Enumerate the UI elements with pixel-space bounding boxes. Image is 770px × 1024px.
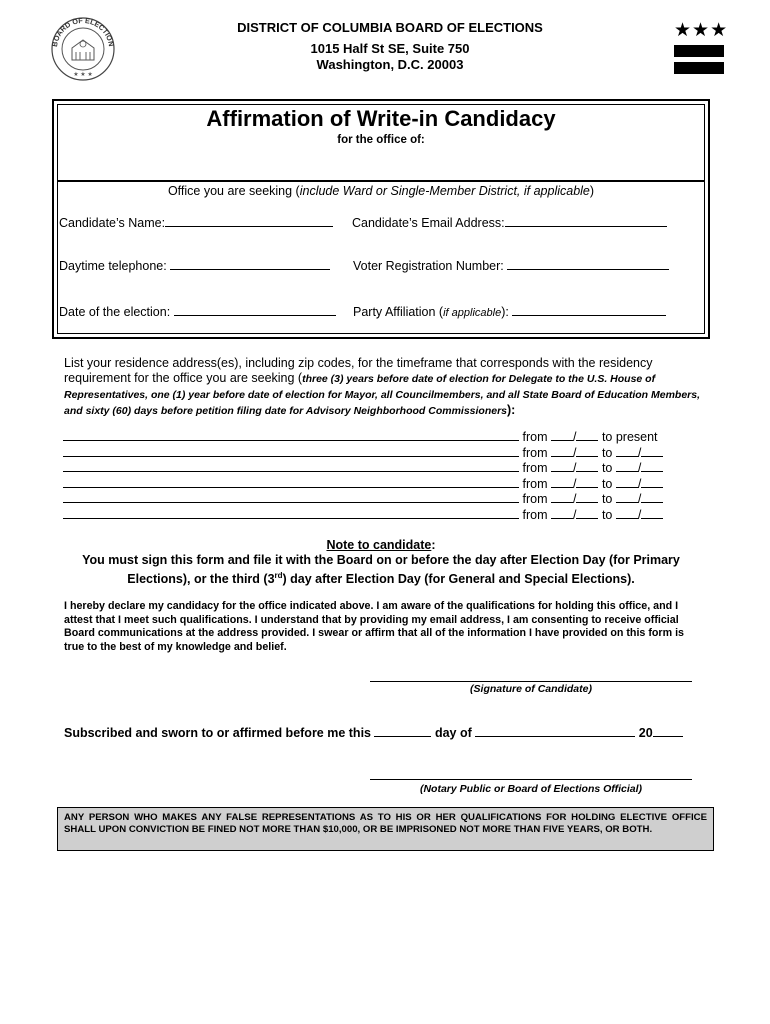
from-month-input[interactable] — [551, 460, 573, 472]
from-label: from — [522, 430, 548, 444]
note-body — [57, 553, 705, 587]
flag-bar-top — [674, 45, 724, 57]
residence-address-input[interactable] — [63, 491, 519, 503]
residence-address-row — [63, 460, 703, 476]
date-separator: / — [637, 476, 642, 491]
voter-registration-input[interactable] — [507, 257, 669, 270]
date-separator: / — [572, 430, 577, 444]
notary-signature-caption: (Notary Public or Board of Elections Official) — [419, 783, 643, 795]
to-year-input[interactable] — [641, 491, 663, 503]
form-subtitle: for the office of: — [337, 134, 425, 146]
to-label: to — [601, 492, 613, 507]
election-date-input[interactable] — [174, 303, 336, 316]
office-input-line[interactable] — [58, 180, 705, 182]
candidate-email-input[interactable] — [505, 214, 667, 227]
date-separator: / — [572, 476, 577, 491]
from-year-input[interactable] — [576, 460, 598, 472]
to-month-input[interactable] — [616, 491, 638, 503]
election-date-label: Date of the election: — [59, 305, 171, 319]
daytime-phone-input[interactable] — [170, 257, 330, 270]
false-representation-warning: ANY PERSON WHO MAKES ANY FALSE REPRESENTATIONS AS TO HIS OR HER QUALIFICATIONS FOR HOLDING ELECTIVE OFFICE SHALL UPON CONVICTION BE FINED NOT MORE THAN $10,000, OR BE IMPRISONED NOT MORE THAN FIVE YEARS, OR BOTH. — [57, 807, 714, 851]
to-label: to present — [601, 430, 658, 444]
candidate-email-field — [352, 214, 667, 230]
flag-bar-bottom — [674, 62, 724, 74]
to-label: to — [601, 461, 613, 476]
from-month-input[interactable] — [551, 476, 573, 488]
from-year-input[interactable] — [576, 429, 598, 441]
from-month-input[interactable] — [551, 491, 573, 503]
from-year-input[interactable] — [576, 476, 598, 488]
voter-registration-label: Voter Registration Number: — [353, 259, 504, 273]
party-affiliation-field — [353, 303, 666, 319]
from-year-input[interactable] — [576, 507, 598, 519]
date-separator: / — [637, 508, 642, 522]
candidate-name-label: Candidate’s Name: — [59, 216, 166, 230]
from-label: from — [522, 492, 548, 507]
candidate-name-input[interactable] — [165, 214, 333, 227]
daytime-phone-label: Daytime telephone: — [59, 259, 167, 273]
residence-address-row — [63, 476, 703, 492]
date-separator: / — [572, 508, 577, 522]
from-label: from — [522, 476, 548, 491]
address-line-1: 1015 Half St SE, Suite 750 — [310, 41, 470, 56]
sworn-statement: Subscribed and sworn to or affirmed before me this day of 20 — [64, 724, 683, 740]
from-month-input[interactable] — [551, 429, 573, 441]
date-separator: / — [637, 492, 642, 507]
to-month-input[interactable] — [616, 476, 638, 488]
date-separator: / — [637, 445, 642, 460]
board-of-elections-seal — [48, 12, 118, 82]
from-year-input[interactable] — [576, 445, 598, 457]
note-heading: Note to candidate: — [326, 538, 436, 552]
agency-name: DISTRICT OF COLUMBIA BOARD OF ELECTIONS — [237, 20, 543, 35]
party-affiliation-label: Party Affiliation (if applicable): — [353, 305, 509, 319]
residence-address-row — [63, 507, 703, 523]
address-line-2: Washington, D.C. 20003 — [316, 57, 464, 72]
sworn-year-input[interactable] — [653, 724, 683, 737]
svg-text:BOARD OF ELECTIONS — [48, 12, 116, 47]
candidacy-declaration: I hereby declare my candidacy for the office indicated above. I am aware of the qualifications for holding this office, and I attest that I meet such qualifications. I understand that by providing my email address, I am consenting to receive official Board communications at the address provided. I swear or affirm that all of the information I have provided on this form is true to the best of my knowledge and belief. — [64, 600, 684, 653]
residence-address-row — [63, 429, 703, 445]
date-separator: / — [572, 445, 577, 460]
residence-address-input[interactable] — [63, 460, 519, 472]
form-title: Affirmation of Write-in Candidacy — [206, 106, 556, 131]
daytime-phone-field — [59, 257, 330, 273]
party-affiliation-input[interactable] — [512, 303, 666, 316]
residence-address-row — [63, 491, 703, 507]
dc-flag-icon — [674, 20, 729, 74]
seal-text: BOARD OF ELECTION — [50, 15, 116, 48]
to-month-input[interactable] — [616, 507, 638, 519]
sworn-day-input[interactable] — [374, 724, 431, 737]
sworn-month-input[interactable] — [475, 724, 635, 737]
residence-address-input[interactable] — [63, 507, 519, 519]
from-label: from — [522, 508, 548, 522]
date-separator: / — [572, 492, 577, 507]
date-separator: / — [572, 461, 577, 476]
from-month-input[interactable] — [551, 445, 573, 457]
residency-instructions: List your residence address(es), including zip codes, for the timeframe that corresponds with the residency requirement for the office you are seeking (three (3) years before date of election for Delegate to the U.S. House of Representatives, one (1) year before date of election for Mayor, all Councilmembers, and all State Board of Education Members, and sixty (60) days before petition filing date for Advisory Neighborhood Commissioners): — [64, 356, 700, 417]
svg-text:★ ★ ★: ★ ★ ★ — [73, 72, 93, 78]
residence-address-input[interactable] — [63, 445, 519, 457]
note-line-1: You must sign this form and file it with the Board on or before the day after Election Day (for Primary — [82, 553, 680, 567]
to-year-input[interactable] — [641, 460, 663, 472]
flag-stars: ★★★ — [674, 20, 729, 41]
candidate-name-field — [59, 214, 333, 230]
from-label: from — [522, 445, 548, 460]
notary-signature-line[interactable] — [370, 779, 692, 780]
candidate-email-label: Candidate’s Email Address: — [352, 216, 505, 230]
voter-registration-field — [353, 257, 669, 273]
to-year-input[interactable] — [641, 445, 663, 457]
residence-address-input[interactable] — [63, 476, 519, 488]
to-year-input[interactable] — [641, 476, 663, 488]
to-label: to — [601, 445, 613, 460]
date-separator: / — [637, 461, 642, 476]
candidate-signature-caption: (Signature of Candidate) — [470, 683, 592, 695]
residence-address-row — [63, 445, 703, 461]
from-label: from — [522, 461, 548, 476]
residency-requirement: three (3) years before date of election for Delegate to the U.S. House of Representatives, one (1) year before date of election for Mayor, all Councilmembers, and all State Board of Education Members, and sixty (60) days before petition filing date for Advisory Neighborhood Commissioners — [64, 373, 700, 417]
residence-address-input[interactable] — [63, 429, 519, 441]
note-line-2: Elections), or the third (3rd) day after Election Day (for General and Special Elections). — [127, 571, 635, 587]
to-label: to — [601, 476, 613, 491]
from-year-input[interactable] — [576, 491, 598, 503]
to-month-input[interactable] — [616, 445, 638, 457]
to-label: to — [601, 508, 613, 522]
office-caption: Office you are seeking (include Ward or Single-Member District, if applicable) — [167, 184, 595, 198]
to-month-input[interactable] — [616, 460, 638, 472]
candidate-signature-line[interactable] — [370, 681, 692, 682]
to-year-input[interactable] — [641, 507, 663, 519]
election-date-field — [59, 303, 336, 319]
from-month-input[interactable] — [551, 507, 573, 519]
